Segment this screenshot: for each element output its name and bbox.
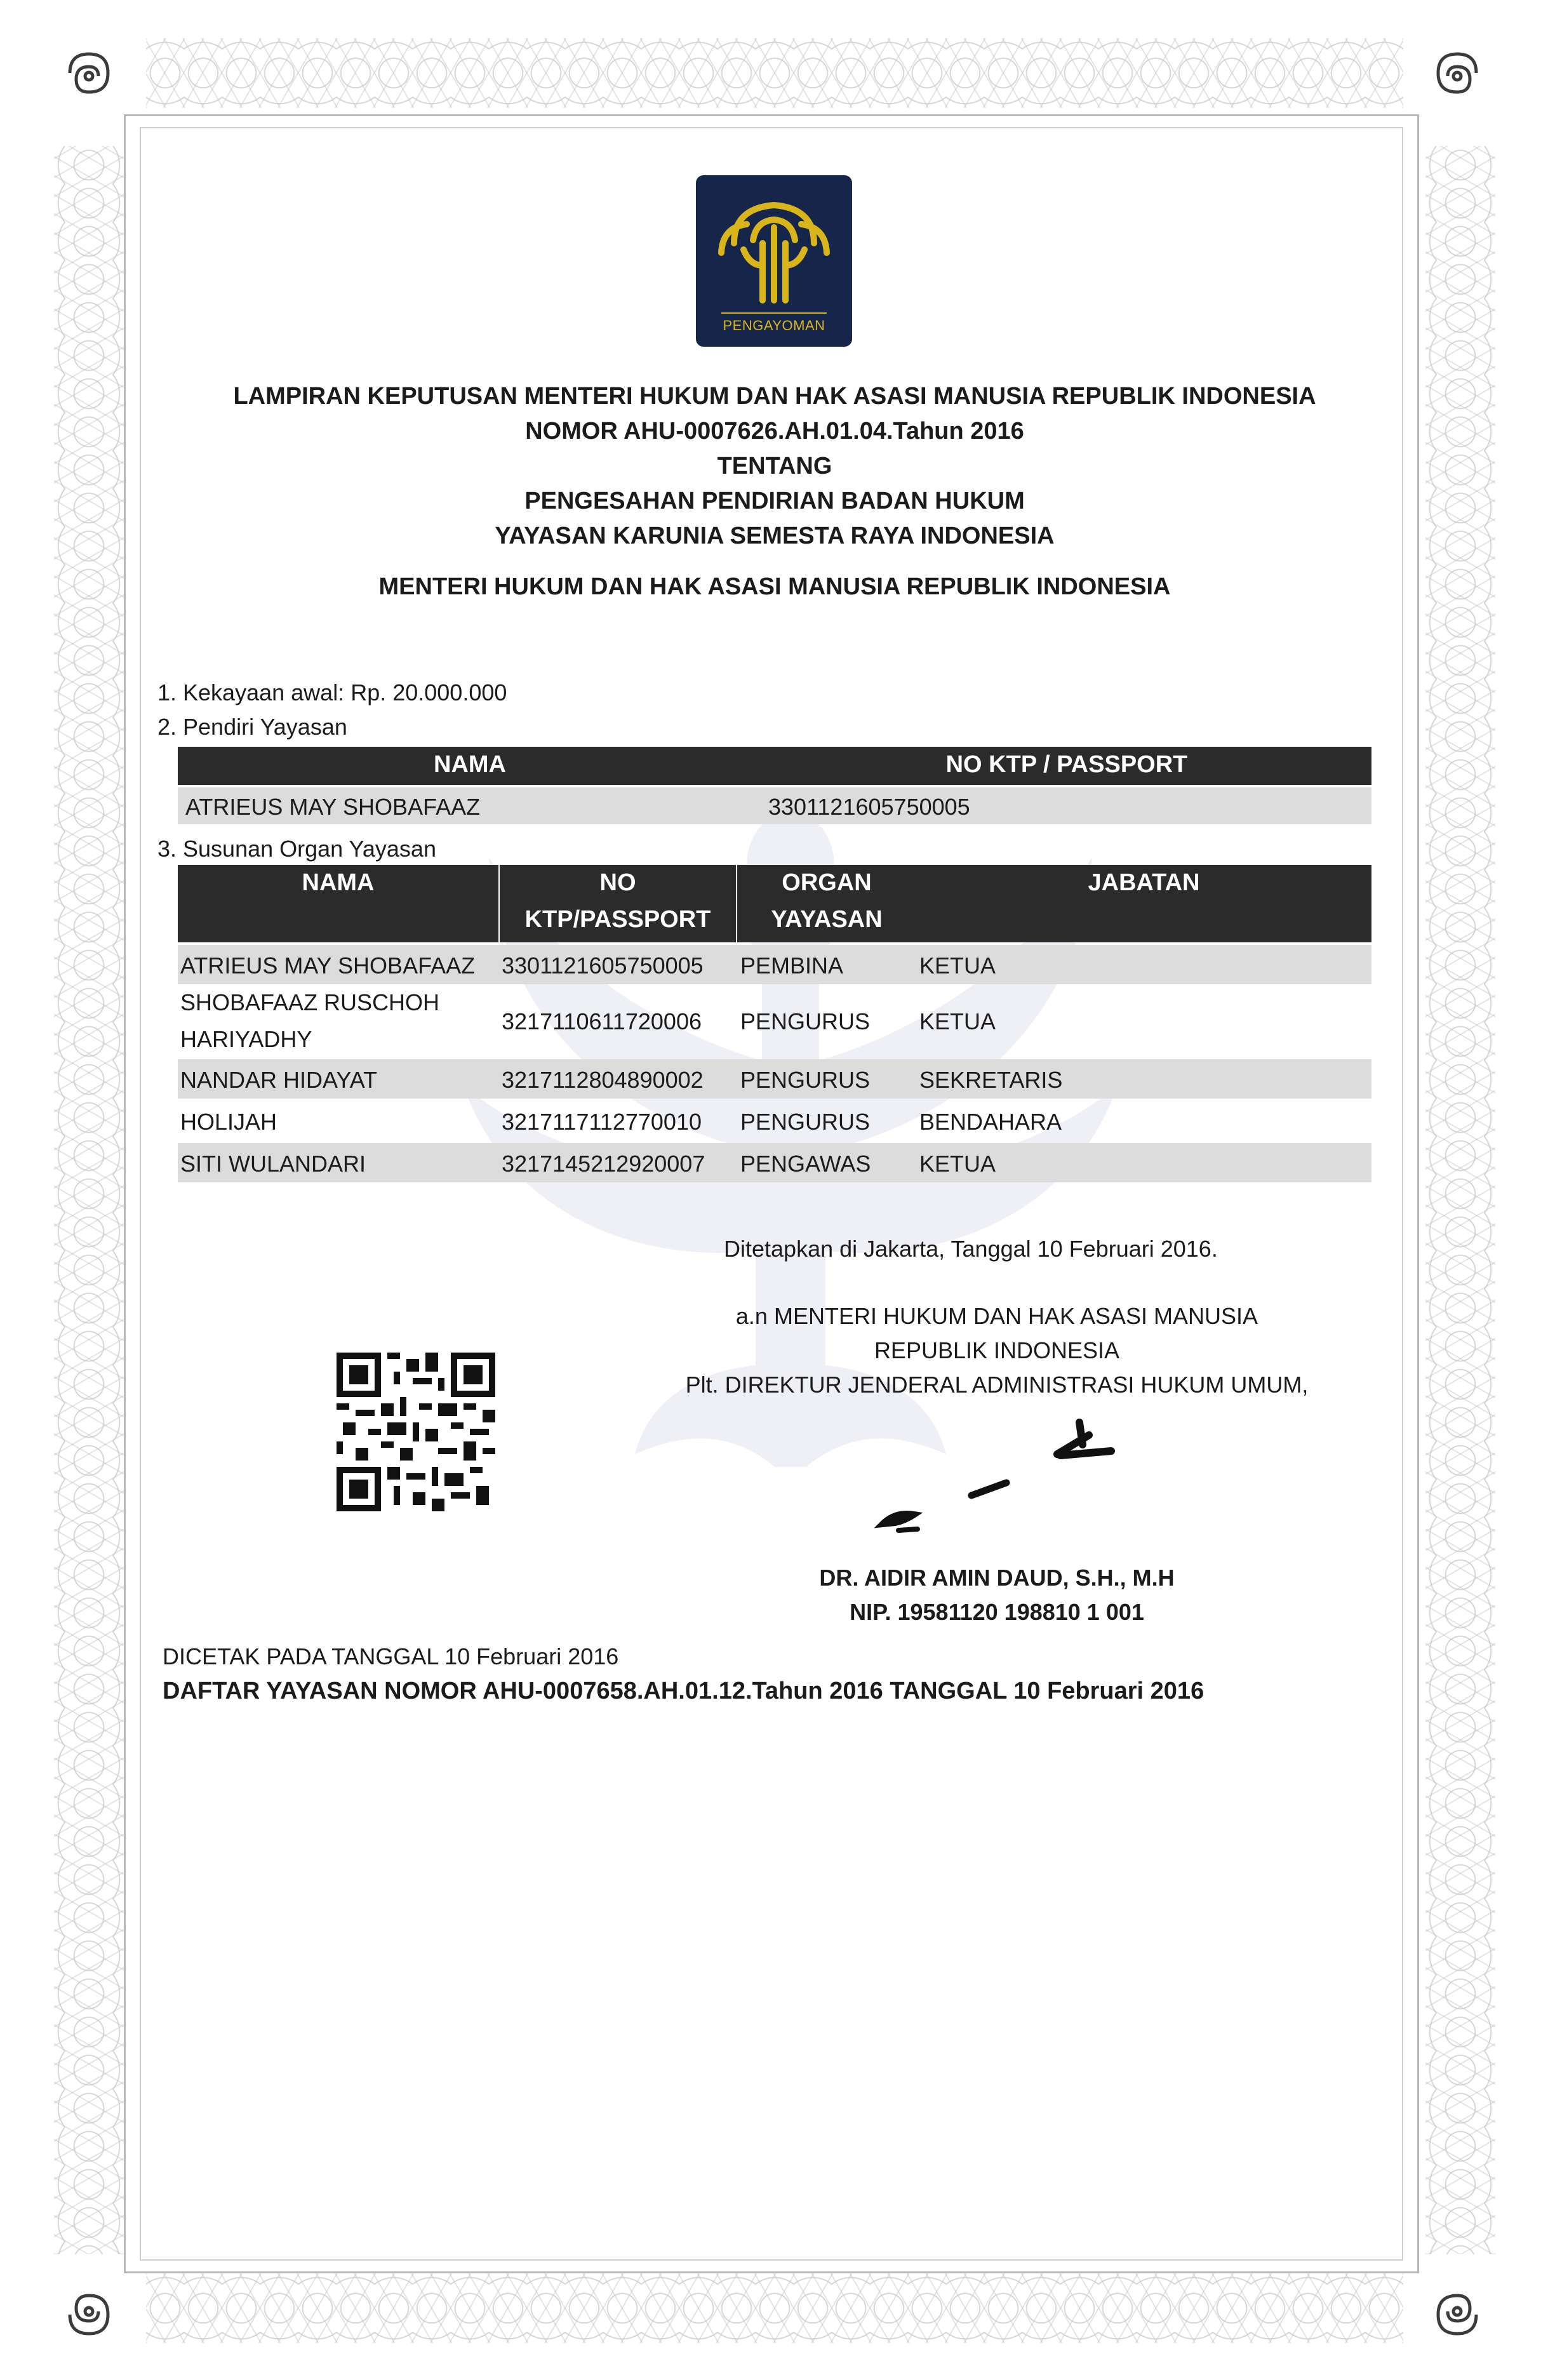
heading-line-3: TENTANG [717, 453, 832, 479]
founder-ktp: 3301121605750005 [768, 794, 970, 820]
place-date: Ditetapkan di Jakarta, Tanggal 10 Februari 2016. [724, 1236, 1218, 1262]
organ-jabatan: SEKRETARIS [919, 1067, 1063, 1093]
ornament-border-top [146, 38, 1403, 108]
corner-ornament-icon [1429, 2286, 1486, 2343]
organ-jabatan: KETUA [919, 953, 996, 979]
founders-header-ktp: NO KTP / PASSPORT [945, 751, 1188, 778]
organ-organ: PENGAWAS [740, 1151, 871, 1177]
organ-ktp: 3217110611720006 [502, 1008, 702, 1034]
organ-header-nama: NAMA [302, 869, 375, 896]
heading-line-1: LAMPIRAN KEPUTUSAN MENTERI HUKUM DAN HAK ASASI MANUSIA REPUBLIK INDONESIA [233, 383, 1316, 410]
organ-organ: PENGURUS [740, 1109, 871, 1135]
organ-nama-line-2: HARIYADHY [180, 1026, 312, 1052]
an-line-1: a.n MENTERI HUKUM DAN HAK ASASI MANUSIA [735, 1303, 1258, 1329]
organ-jabatan: KETUA [919, 1008, 996, 1034]
pengayoman-logo [696, 175, 852, 347]
organ-header-organ-2: YAYASAN [771, 906, 883, 933]
table-row [178, 987, 1371, 1057]
heading-line-5: YAYASAN KARUNIA SEMESTA RAYA INDONESIA [495, 523, 1055, 549]
item-kekayaan-awal: 1. Kekayaan awal: Rp. 20.000.000 [157, 679, 507, 705]
organ-ktp: 3301121605750005 [502, 953, 704, 979]
organ-nama: HOLIJAH [180, 1109, 277, 1135]
organ-organ: PENGURUS [740, 1067, 871, 1093]
organ-nama: SITI WULANDARI [180, 1151, 366, 1177]
heading-line-4: PENGESAHAN PENDIRIAN BADAN HUKUM [524, 488, 1025, 514]
founders-table-header [178, 747, 1371, 785]
organ-nama: NANDAR HIDAYAT [180, 1067, 378, 1093]
signatory-nip: NIP. 19581120 198810 1 001 [850, 1599, 1144, 1625]
table-row [178, 787, 1371, 824]
organ-organ: PEMBINA [740, 953, 844, 979]
ornament-border-right [1425, 146, 1495, 2254]
corner-ornament-icon [60, 2286, 117, 2343]
corner-ornament-icon [1429, 44, 1486, 102]
ornament-border-left [54, 146, 124, 2254]
registry-number: DAFTAR YAYASAN NOMOR AHU-0007658.AH.01.12.Tahun 2016 TANGGAL 10 Februari 2016 [163, 1678, 1204, 1704]
founder-nama: ATRIEUS MAY SHOBAFAAZ [185, 794, 481, 820]
logo-caption: PENGAYOMAN [723, 318, 825, 333]
signature-icon [870, 1416, 1137, 1543]
founders-header-nama: NAMA [434, 751, 506, 778]
heading-line-2: NOMOR AHU-0007626.AH.01.04.Tahun 2016 [525, 418, 1024, 445]
table-row [178, 945, 1371, 984]
table-row [178, 1101, 1371, 1140]
an-line-2: REPUBLIK INDONESIA [874, 1337, 1120, 1363]
organ-ktp: 3217117112770010 [502, 1109, 702, 1135]
table-row [178, 1059, 1371, 1099]
organ-organ: PENGURUS [740, 1008, 871, 1034]
organ-header-organ-1: ORGAN [782, 869, 872, 896]
heading-line-6: MENTERI HUKUM DAN HAK ASASI MANUSIA REPUBLIK INDONESIA [378, 573, 1171, 600]
item-susunan-organ: 3. Susunan Organ Yayasan [157, 836, 436, 862]
pengayoman-tree-icon [709, 183, 839, 310]
organ-nama: SHOBAFAAZ RUSCHOH [180, 989, 440, 1015]
organ-jabatan: KETUA [919, 1151, 996, 1177]
organ-jabatan: BENDAHARA [919, 1109, 1062, 1135]
organ-ktp: 3217145212920007 [502, 1151, 705, 1177]
printed-date: DICETAK PADA TANGGAL 10 Februari 2016 [163, 1643, 619, 1669]
an-line-3: Plt. DIREKTUR JENDERAL ADMINISTRASI HUKUM UMUM, [685, 1372, 1309, 1398]
organ-header-ktp-2: KTP/PASSPORT [524, 906, 711, 933]
ornament-border-bottom [146, 2273, 1403, 2343]
organ-table-header [178, 865, 1371, 942]
table-row [178, 1143, 1371, 1182]
organ-header-jabatan: JABATAN [1088, 869, 1200, 896]
corner-ornament-icon [60, 44, 117, 102]
organ-nama: ATRIEUS MAY SHOBAFAAZ [180, 953, 476, 979]
organ-header-ktp-1: NO [599, 869, 636, 896]
signatory-name: DR. AIDIR AMIN DAUD, S.H., M.H [819, 1565, 1175, 1591]
organ-ktp: 3217112804890002 [502, 1067, 704, 1093]
qr-code-icon [337, 1353, 495, 1511]
item-pendiri-yayasan: 2. Pendiri Yayasan [157, 714, 347, 740]
